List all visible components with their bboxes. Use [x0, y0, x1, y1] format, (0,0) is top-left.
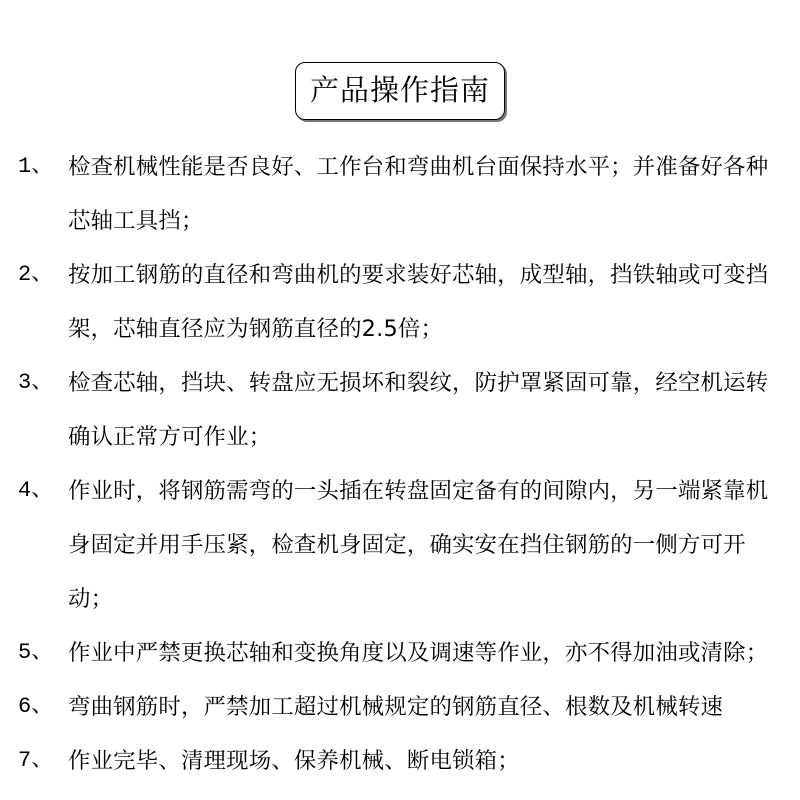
instruction-list [0, 140, 800, 788]
item-number: 3、 [18, 370, 54, 395]
item-text: 检查机械性能是否良好、工作台和弯曲机台面保持水平；并准备好各种芯轴工具挡； [68, 154, 769, 234]
item-text: 作业时，将钢筋需弯的一头插在转盘固定备有的间隙内，另一端紧靠机身固定并用手压紧，检查机身固定，确实安在挡住钢筋的一侧方可开动； [68, 478, 769, 612]
list-item [0, 248, 800, 356]
item-text: 按加工钢筋的直径和弯曲机的要求装好芯轴，成型轴，挡铁轴或可变挡架，芯轴直径应为钢筋直径的2.5倍； [68, 262, 769, 342]
item-text: 弯曲钢筋时，严禁加工超过机械规定的钢筋直径、根数及机械转速 [68, 694, 724, 720]
title-container [0, 62, 800, 120]
item-text: 检查芯轴，挡块、转盘应无损坏和裂纹，防护罩紧固可靠，经空机运转确认正常方可作业； [68, 370, 769, 450]
list-item [0, 680, 800, 734]
item-text: 作业完毕、清理现场、保养机械、断电锁箱； [68, 748, 520, 774]
list-item [0, 464, 800, 626]
item-number: 5、 [18, 640, 54, 665]
item-number: 6、 [18, 694, 54, 719]
list-item [0, 734, 800, 788]
item-number: 7、 [18, 748, 54, 773]
item-number: 2、 [18, 262, 54, 287]
item-number: 1、 [18, 154, 54, 179]
page-title: 产品操作指南 [295, 62, 505, 120]
list-item [0, 626, 800, 680]
list-item [0, 140, 800, 248]
item-number: 4、 [18, 478, 54, 503]
list-item [0, 356, 800, 464]
item-text: 作业中严禁更换芯轴和变换角度以及调速等作业，亦不得加油或清除； [68, 640, 769, 666]
